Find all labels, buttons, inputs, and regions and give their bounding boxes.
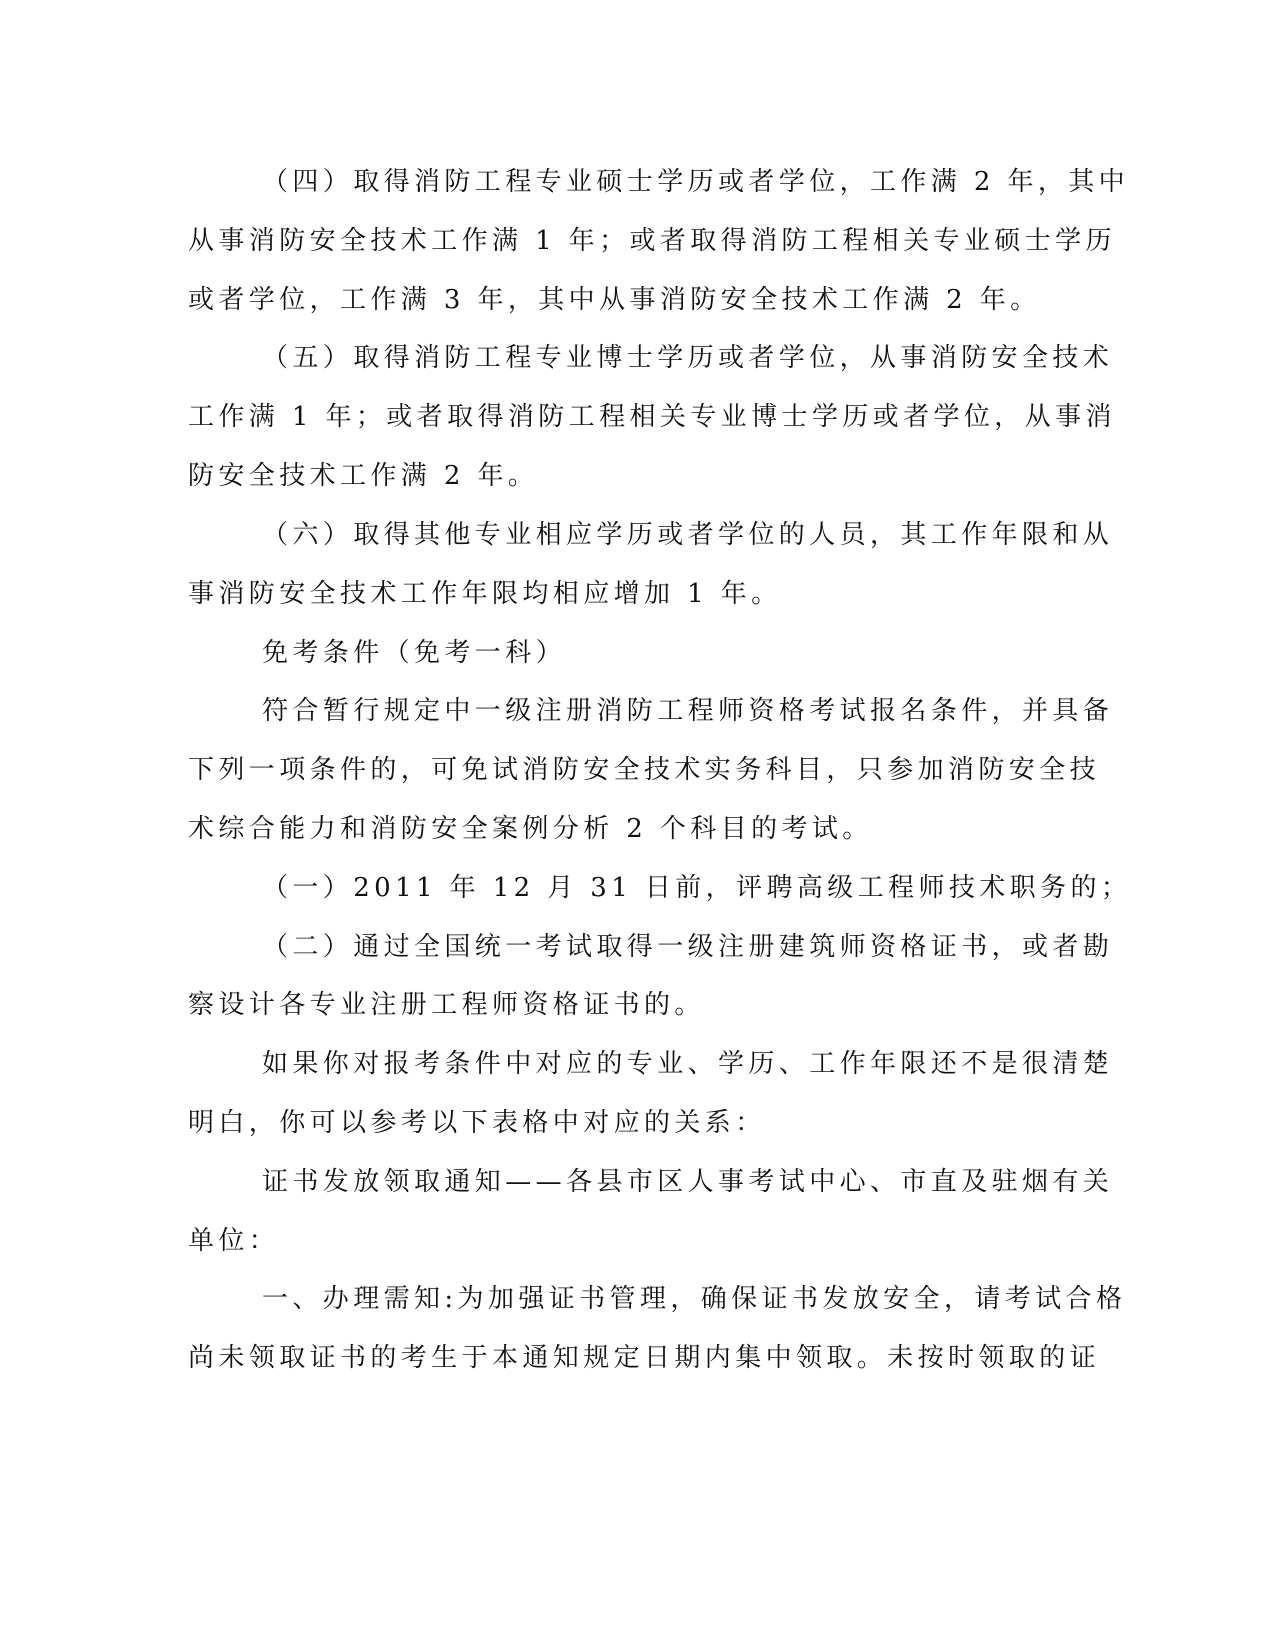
instructions-line-2: 尚未领取证书的考生于本通知规定日期内集中领取。未按时领取的证 [188, 1343, 1101, 1373]
certificate-notice-line-2: 单位： [188, 1226, 280, 1256]
reference-note-line-1: 如果你对报考条件中对应的专业、学历、工作年限还不是很清楚 [262, 1049, 1114, 1079]
exemption-heading: 免考条件（免考一科） [262, 638, 567, 668]
exemption-item-1: （一）2011 年 12 月 31 日前，评聘高级工程师技术职务的； [262, 873, 1132, 903]
certificate-notice-line-1: 证书发放领取通知——各县市区人事考试中心、市直及驻烟有关 [262, 1167, 1114, 1197]
paragraph-4-line-1: （四）取得消防工程专业硕士学历或者学位，工作满 2 年，其中 [262, 167, 1130, 197]
paragraph-4-line-3: 或者学位，工作满 3 年，其中从事消防安全技术工作满 2 年。 [188, 285, 1041, 315]
paragraph-5-line-1: （五）取得消防工程专业博士学历或者学位，从事消防安全技术 [262, 343, 1114, 373]
reference-note-line-2: 明白，你可以参考以下表格中对应的关系： [188, 1108, 766, 1138]
paragraph-6-line-2: 事消防安全技术工作年限均相应增加 1 年。 [188, 579, 782, 609]
paragraph-5-line-2: 工作满 1 年；或者取得消防工程相关专业博士学历或者学位，从事消 [188, 402, 1116, 432]
instructions-line-1: 一、办理需知:为加强证书管理，确保证书发放安全，请考试合格 [262, 1284, 1127, 1314]
paragraph-4-line-2: 从事消防安全技术工作满 1 年；或者取得消防工程相关专业硕士学历 [188, 226, 1116, 256]
exemption-paragraph-line-2: 下列一项条件的，可免试消防安全技术实务科目，只参加消防安全技 [188, 755, 1101, 785]
exemption-paragraph-line-1: 符合暂行规定中一级注册消防工程师资格考试报名条件，并具备 [262, 696, 1114, 726]
paragraph-5-line-3: 防安全技术工作满 2 年。 [188, 461, 539, 491]
exemption-paragraph-line-3: 术综合能力和消防安全案例分析 2 个科目的考试。 [188, 814, 873, 844]
exemption-item-2-line-1: （二）通过全国统一考试取得一级注册建筑师资格证书，或者勘 [262, 932, 1114, 962]
exemption-item-2-line-2: 察设计各专业注册工程师资格证书的。 [188, 990, 705, 1020]
paragraph-6-line-1: （六）取得其他专业相应学历或者学位的人员，其工作年限和从 [262, 520, 1114, 550]
